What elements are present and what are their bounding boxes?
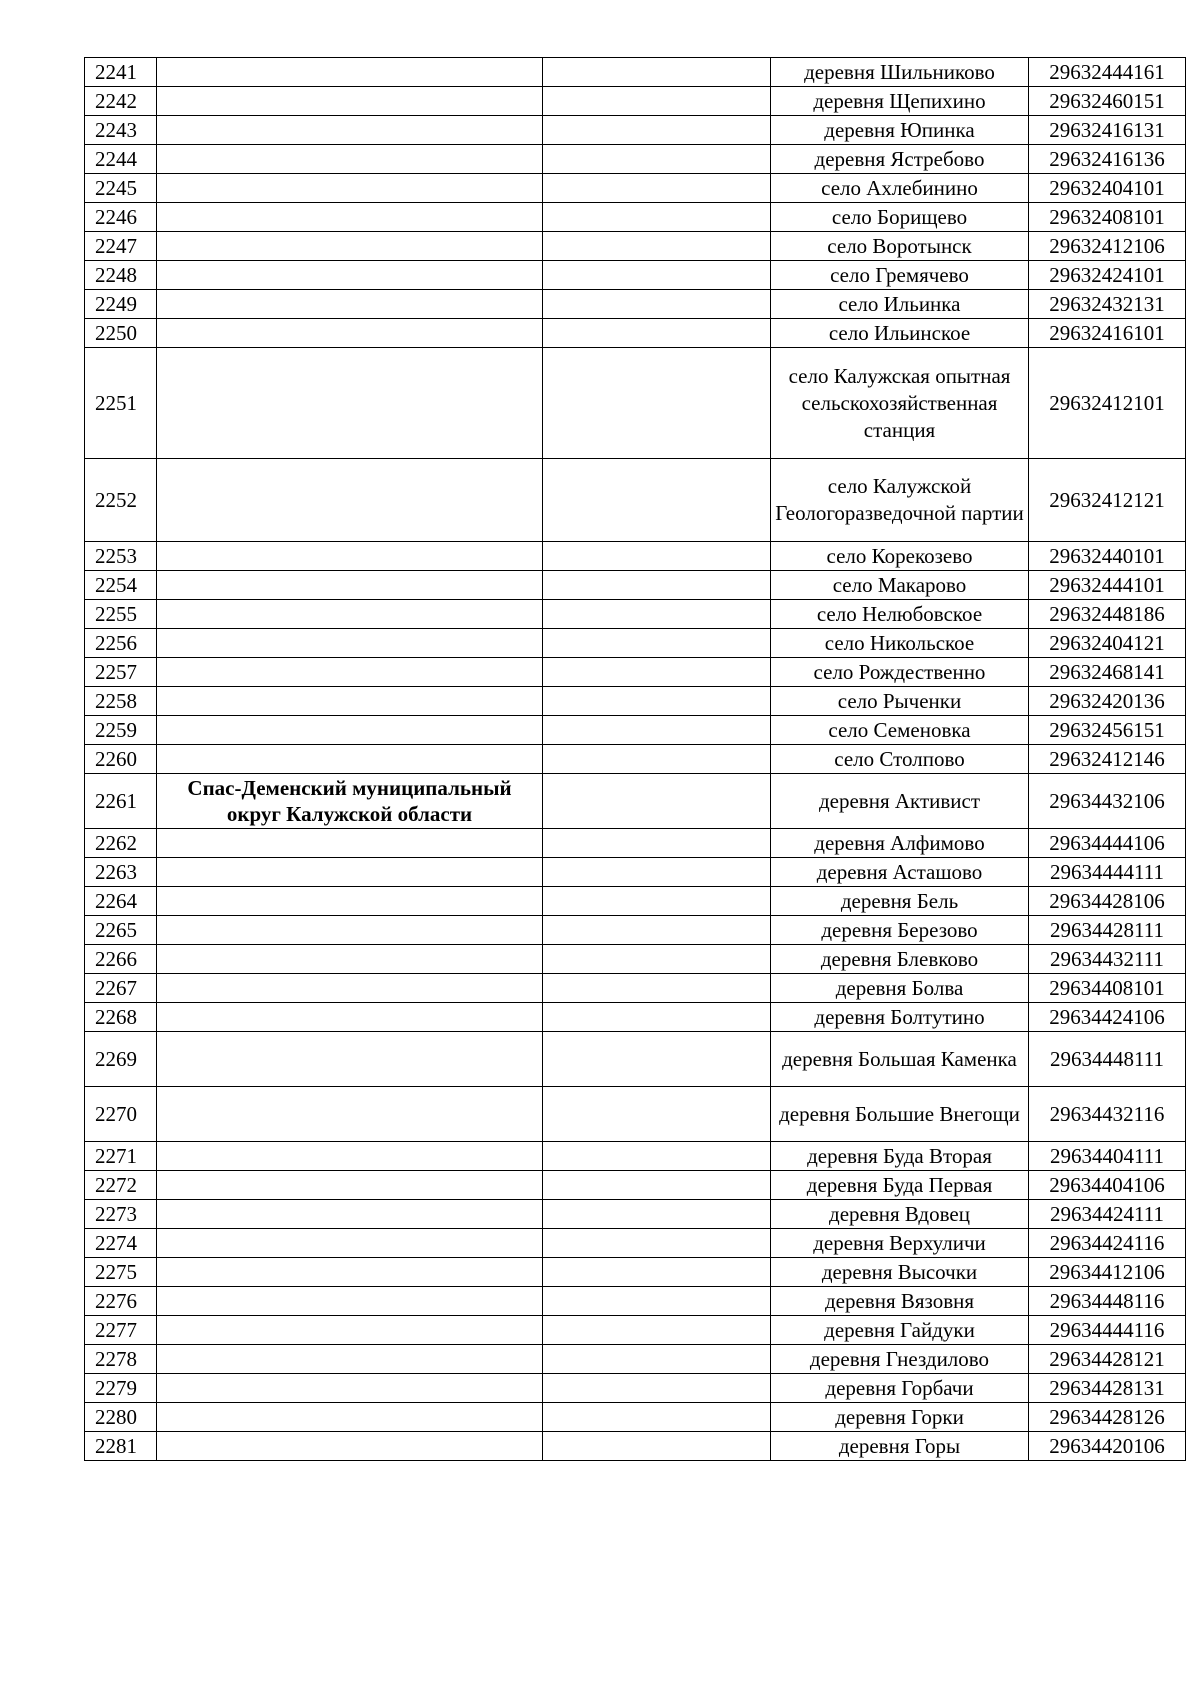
empty-cell	[543, 687, 771, 716]
settlement-name-cell: село Рождественно	[771, 658, 1029, 687]
empty-cell	[543, 829, 771, 858]
row-number-cell: 2257	[85, 658, 157, 687]
row-number-cell: 2251	[85, 348, 157, 459]
row-number-cell: 2270	[85, 1087, 157, 1142]
empty-cell	[543, 348, 771, 459]
oktmo-code-cell: 29634444111	[1029, 858, 1186, 887]
table-row	[85, 600, 1186, 629]
row-number-cell: 2261	[85, 774, 157, 829]
oktmo-code-cell: 29634444116	[1029, 1316, 1186, 1345]
empty-cell	[543, 1032, 771, 1087]
row-number-cell: 2269	[85, 1032, 157, 1087]
settlement-name-cell: село Столпово	[771, 745, 1029, 774]
table-row	[85, 116, 1186, 145]
empty-cell	[543, 290, 771, 319]
settlement-name-cell: деревня Горы	[771, 1432, 1029, 1461]
municipality-cell	[157, 974, 543, 1003]
settlement-name-cell: деревня Юпинка	[771, 116, 1029, 145]
empty-cell	[543, 1003, 771, 1032]
oktmo-code-cell: 29632468141	[1029, 658, 1186, 687]
oktmo-code-cell: 29634424116	[1029, 1229, 1186, 1258]
settlement-name-cell: деревня Горки	[771, 1403, 1029, 1432]
municipality-cell	[157, 658, 543, 687]
row-number-cell: 2275	[85, 1258, 157, 1287]
settlement-name-cell: деревня Асташово	[771, 858, 1029, 887]
empty-cell	[543, 232, 771, 261]
municipality-cell	[157, 916, 543, 945]
table-row	[85, 1374, 1186, 1403]
municipality-cell	[157, 1032, 543, 1087]
row-number-cell: 2279	[85, 1374, 157, 1403]
table-row	[85, 1345, 1186, 1374]
row-number-cell: 2278	[85, 1345, 157, 1374]
settlement-name-cell: деревня Вдовец	[771, 1200, 1029, 1229]
empty-cell	[543, 1287, 771, 1316]
oktmo-code-cell: 29634404111	[1029, 1142, 1186, 1171]
table-row	[85, 145, 1186, 174]
table-row	[85, 858, 1186, 887]
settlement-name-cell: деревня Гайдуки	[771, 1316, 1029, 1345]
row-number-cell: 2262	[85, 829, 157, 858]
municipality-cell	[157, 1258, 543, 1287]
settlement-name-cell: село Макарово	[771, 571, 1029, 600]
settlement-name-cell: село Ильинское	[771, 319, 1029, 348]
oktmo-code-cell: 29632412146	[1029, 745, 1186, 774]
settlement-name-cell: село Борищево	[771, 203, 1029, 232]
oktmo-code-cell: 29632416136	[1029, 145, 1186, 174]
settlement-name-cell: деревня Болва	[771, 974, 1029, 1003]
table-row	[85, 829, 1186, 858]
empty-cell	[543, 1258, 771, 1287]
settlement-name-cell: деревня Гнездилово	[771, 1345, 1029, 1374]
row-number-cell: 2246	[85, 203, 157, 232]
table-row	[85, 916, 1186, 945]
municipality-cell	[157, 459, 543, 542]
empty-cell	[543, 145, 771, 174]
settlement-name-cell: деревня Буда Первая	[771, 1171, 1029, 1200]
table-row	[85, 1032, 1186, 1087]
municipality-cell	[157, 571, 543, 600]
row-number-cell: 2250	[85, 319, 157, 348]
oktmo-code-cell: 29632412106	[1029, 232, 1186, 261]
table-row	[85, 459, 1186, 542]
table-row	[85, 1171, 1186, 1200]
empty-cell	[543, 1374, 771, 1403]
settlement-name-cell: село Ахлебинино	[771, 174, 1029, 203]
table-row	[85, 203, 1186, 232]
table-row	[85, 348, 1186, 459]
table-row	[85, 1142, 1186, 1171]
settlement-name-cell: деревня Алфимово	[771, 829, 1029, 858]
oktmo-code-cell: 29634428106	[1029, 887, 1186, 916]
row-number-cell: 2249	[85, 290, 157, 319]
oktmo-code-cell: 29632416101	[1029, 319, 1186, 348]
settlement-name-cell: деревня Высочки	[771, 1258, 1029, 1287]
row-number-cell: 2265	[85, 916, 157, 945]
oktmo-code-cell: 29632440101	[1029, 542, 1186, 571]
empty-cell	[543, 58, 771, 87]
empty-cell	[543, 1200, 771, 1229]
oktmo-code-cell: 29632460151	[1029, 87, 1186, 116]
oktmo-code-cell: 29634432111	[1029, 945, 1186, 974]
table-row	[85, 1229, 1186, 1258]
empty-cell	[543, 542, 771, 571]
municipality-cell	[157, 829, 543, 858]
municipality-cell	[157, 145, 543, 174]
oktmo-code-cell: 29634432116	[1029, 1087, 1186, 1142]
municipality-cell	[157, 116, 543, 145]
settlement-name-cell: село Калужская опытная сельскохозяйственная станция	[771, 348, 1029, 459]
settlement-name-cell: деревня Щепихино	[771, 87, 1029, 116]
table-row	[85, 687, 1186, 716]
table-row	[85, 174, 1186, 203]
empty-cell	[543, 716, 771, 745]
settlement-name-cell: деревня Верхуличи	[771, 1229, 1029, 1258]
oktmo-code-cell: 29634444106	[1029, 829, 1186, 858]
oktmo-code-cell: 29634428131	[1029, 1374, 1186, 1403]
settlement-name-cell: деревня Большие Внегощи	[771, 1087, 1029, 1142]
settlement-name-cell: село Никольское	[771, 629, 1029, 658]
municipality-cell	[157, 58, 543, 87]
settlement-name-cell: село Калужской Геологоразведочной партии	[771, 459, 1029, 542]
settlement-name-cell: село Рыченки	[771, 687, 1029, 716]
empty-cell	[543, 1432, 771, 1461]
empty-cell	[543, 1087, 771, 1142]
oktmo-code-cell: 29632424101	[1029, 261, 1186, 290]
empty-cell	[543, 858, 771, 887]
oktmo-code-cell: 29632432131	[1029, 290, 1186, 319]
oktmo-code-cell: 29634420106	[1029, 1432, 1186, 1461]
empty-cell	[543, 1229, 771, 1258]
row-number-cell: 2245	[85, 174, 157, 203]
table-row	[85, 290, 1186, 319]
row-number-cell: 2260	[85, 745, 157, 774]
empty-cell	[543, 600, 771, 629]
table-row	[85, 658, 1186, 687]
table-row	[85, 1258, 1186, 1287]
row-number-cell: 2281	[85, 1432, 157, 1461]
settlement-name-cell: деревня Блевково	[771, 945, 1029, 974]
municipality-cell	[157, 716, 543, 745]
row-number-cell: 2248	[85, 261, 157, 290]
empty-cell	[543, 116, 771, 145]
row-number-cell: 2271	[85, 1142, 157, 1171]
municipality-cell	[157, 1432, 543, 1461]
oktmo-code-cell: 29632412121	[1029, 459, 1186, 542]
municipality-cell	[157, 600, 543, 629]
oktmo-code-cell: 29634408101	[1029, 974, 1186, 1003]
row-number-cell: 2280	[85, 1403, 157, 1432]
municipality-cell	[157, 1171, 543, 1200]
empty-cell	[543, 203, 771, 232]
table-row	[85, 58, 1186, 87]
settlement-name-cell: село Семеновка	[771, 716, 1029, 745]
settlement-name-cell: село Воротынск	[771, 232, 1029, 261]
empty-cell	[543, 459, 771, 542]
empty-cell	[543, 1345, 771, 1374]
oktmo-code-cell: 29634428121	[1029, 1345, 1186, 1374]
municipality-cell	[157, 261, 543, 290]
settlement-name-cell: село Ильинка	[771, 290, 1029, 319]
table-row	[85, 542, 1186, 571]
municipality-cell	[157, 232, 543, 261]
row-number-cell: 2243	[85, 116, 157, 145]
municipality-cell	[157, 887, 543, 916]
table-row	[85, 945, 1186, 974]
table-row	[85, 745, 1186, 774]
table-row	[85, 1403, 1186, 1432]
oktmo-code-cell: 29634424106	[1029, 1003, 1186, 1032]
municipality-cell	[157, 1316, 543, 1345]
oktmo-code-cell: 29632408101	[1029, 203, 1186, 232]
table-row	[85, 319, 1186, 348]
empty-cell	[543, 1316, 771, 1345]
municipality-cell	[157, 542, 543, 571]
empty-cell	[543, 87, 771, 116]
table-row	[85, 232, 1186, 261]
municipality-cell	[157, 1003, 543, 1032]
table-row	[85, 1200, 1186, 1229]
table-row	[85, 887, 1186, 916]
settlement-name-cell: деревня Вязовня	[771, 1287, 1029, 1316]
municipality-cell	[157, 1229, 543, 1258]
municipality-cell	[157, 745, 543, 774]
empty-cell	[543, 974, 771, 1003]
settlement-name-cell: деревня Активист	[771, 774, 1029, 829]
row-number-cell: 2272	[85, 1171, 157, 1200]
oktmo-code-cell: 29634424111	[1029, 1200, 1186, 1229]
municipality-cell	[157, 1374, 543, 1403]
oktmo-code-cell: 29632416131	[1029, 116, 1186, 145]
municipality-cell: Спас-Деменский муниципальный округ Калужской области	[157, 774, 543, 829]
municipality-cell	[157, 629, 543, 658]
municipality-cell	[157, 319, 543, 348]
settlement-name-cell: деревня Шильниково	[771, 58, 1029, 87]
oktmo-code-cell: 29632404121	[1029, 629, 1186, 658]
empty-cell	[543, 571, 771, 600]
oktmo-code-cell: 29632420136	[1029, 687, 1186, 716]
row-number-cell: 2259	[85, 716, 157, 745]
empty-cell	[543, 916, 771, 945]
settlement-name-cell: деревня Горбачи	[771, 1374, 1029, 1403]
table-row	[85, 1287, 1186, 1316]
row-number-cell: 2252	[85, 459, 157, 542]
oktmo-code-cell: 29634432106	[1029, 774, 1186, 829]
row-number-cell: 2268	[85, 1003, 157, 1032]
row-number-cell: 2274	[85, 1229, 157, 1258]
municipality-cell	[157, 290, 543, 319]
municipality-cell	[157, 174, 543, 203]
oktmo-code-cell: 29632448186	[1029, 600, 1186, 629]
settlement-name-cell: деревня Бель	[771, 887, 1029, 916]
row-number-cell: 2277	[85, 1316, 157, 1345]
oktmo-code-cell: 29632412101	[1029, 348, 1186, 459]
oktmo-code-cell: 29632456151	[1029, 716, 1186, 745]
municipality-cell	[157, 87, 543, 116]
empty-cell	[543, 1403, 771, 1432]
settlement-name-cell: село Нелюбовское	[771, 600, 1029, 629]
empty-cell	[543, 261, 771, 290]
row-number-cell: 2266	[85, 945, 157, 974]
oktmo-code-cell: 29632444101	[1029, 571, 1186, 600]
table-row	[85, 261, 1186, 290]
municipality-cell	[157, 1087, 543, 1142]
settlement-name-cell: деревня Ястребово	[771, 145, 1029, 174]
row-number-cell: 2253	[85, 542, 157, 571]
oktmo-code-cell: 29634448111	[1029, 1032, 1186, 1087]
empty-cell	[543, 887, 771, 916]
municipality-cell	[157, 945, 543, 974]
empty-cell	[543, 745, 771, 774]
settlement-name-cell: деревня Болтутино	[771, 1003, 1029, 1032]
empty-cell	[543, 1171, 771, 1200]
row-number-cell: 2256	[85, 629, 157, 658]
row-number-cell: 2255	[85, 600, 157, 629]
row-number-cell: 2242	[85, 87, 157, 116]
oktmo-code-cell: 29634428111	[1029, 916, 1186, 945]
municipality-cell	[157, 858, 543, 887]
empty-cell	[543, 774, 771, 829]
municipality-cell	[157, 1403, 543, 1432]
oktmo-code-cell: 29632404101	[1029, 174, 1186, 203]
oktmo-code-cell: 29634448116	[1029, 1287, 1186, 1316]
municipality-cell	[157, 1287, 543, 1316]
empty-cell	[543, 629, 771, 658]
municipality-cell	[157, 1200, 543, 1229]
table-row	[85, 629, 1186, 658]
settlement-name-cell: деревня Березово	[771, 916, 1029, 945]
settlements-table	[84, 57, 1186, 1461]
settlement-name-cell: деревня Буда Вторая	[771, 1142, 1029, 1171]
table-row	[85, 1432, 1186, 1461]
oktmo-code-cell: 29634428126	[1029, 1403, 1186, 1432]
empty-cell	[543, 945, 771, 974]
oktmo-code-cell: 29632444161	[1029, 58, 1186, 87]
empty-cell	[543, 174, 771, 203]
row-number-cell: 2267	[85, 974, 157, 1003]
row-number-cell: 2263	[85, 858, 157, 887]
oktmo-code-cell: 29634404106	[1029, 1171, 1186, 1200]
row-number-cell: 2273	[85, 1200, 157, 1229]
table-body	[85, 58, 1186, 1461]
table-row	[85, 1087, 1186, 1142]
municipality-cell	[157, 348, 543, 459]
empty-cell	[543, 319, 771, 348]
empty-cell	[543, 658, 771, 687]
row-number-cell: 2241	[85, 58, 157, 87]
municipality-cell	[157, 203, 543, 232]
table-row	[85, 774, 1186, 829]
table-row	[85, 571, 1186, 600]
municipality-cell	[157, 1345, 543, 1374]
table-row	[85, 1003, 1186, 1032]
row-number-cell: 2276	[85, 1287, 157, 1316]
table-row	[85, 974, 1186, 1003]
settlement-name-cell: село Корекозево	[771, 542, 1029, 571]
settlement-name-cell: деревня Большая Каменка	[771, 1032, 1029, 1087]
row-number-cell: 2244	[85, 145, 157, 174]
oktmo-code-cell: 29634412106	[1029, 1258, 1186, 1287]
table-row	[85, 1316, 1186, 1345]
table-row	[85, 87, 1186, 116]
row-number-cell: 2264	[85, 887, 157, 916]
municipality-cell	[157, 687, 543, 716]
settlement-name-cell: село Гремячево	[771, 261, 1029, 290]
municipality-cell	[157, 1142, 543, 1171]
row-number-cell: 2247	[85, 232, 157, 261]
empty-cell	[543, 1142, 771, 1171]
row-number-cell: 2258	[85, 687, 157, 716]
table-row	[85, 716, 1186, 745]
row-number-cell: 2254	[85, 571, 157, 600]
